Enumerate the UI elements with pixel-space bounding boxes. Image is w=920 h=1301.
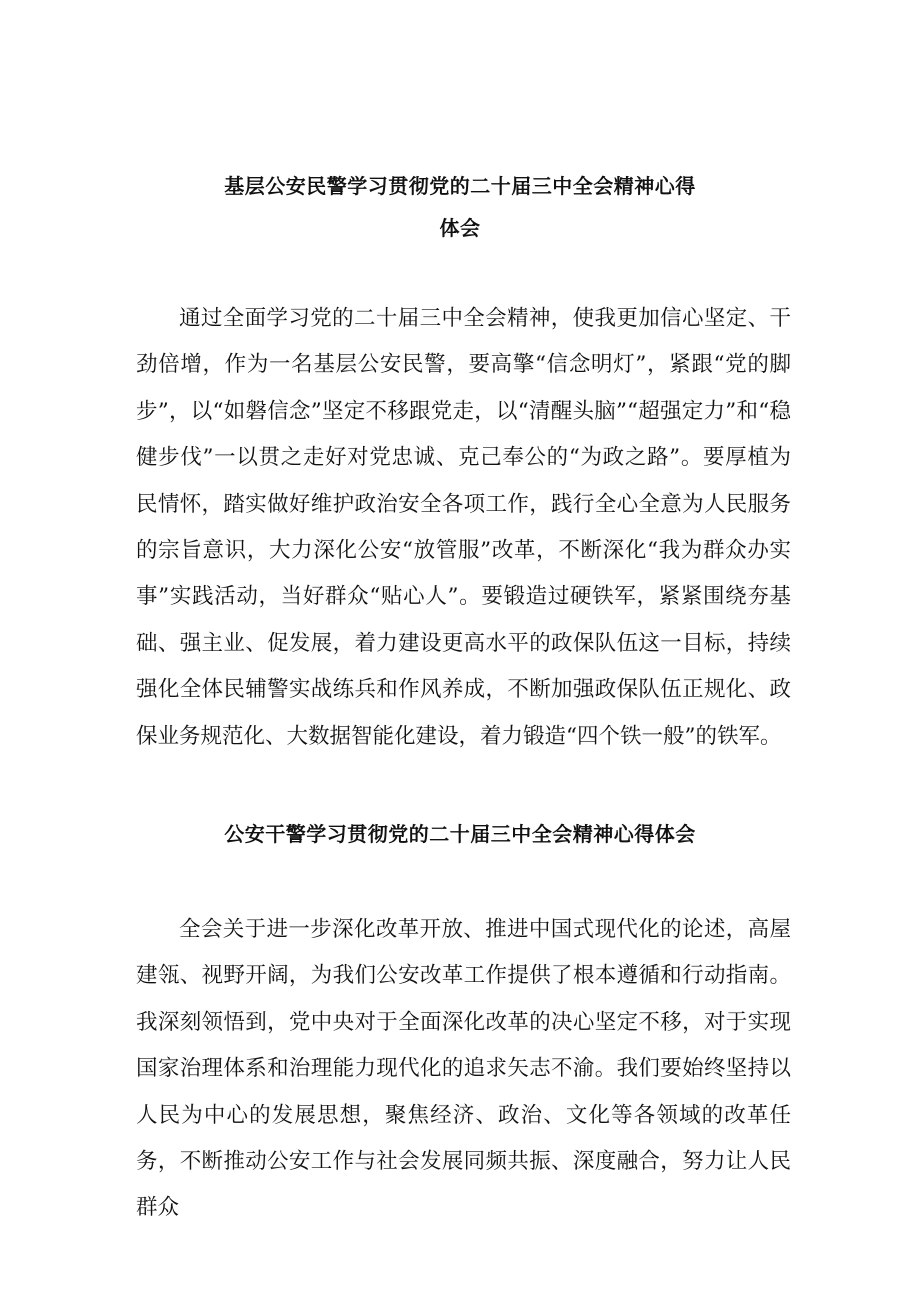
article-2-title: [0, 813, 920, 855]
article-1-title-line-2: 体会: [439, 216, 481, 240]
article-1-paragraph: 通过全面学习党的二十届三中全会精神，使我更加信心坚定、干劲倍增，作为一名基层公安民警，要高擎“信念明灯”，紧跟“党的脚步”，以“如磐信念”坚定不移跟党走，以“清醒头脑”“超强定力”和“稳健步伐”一以贯之走好对党忠诚、克己奉公的“为政之路”。要厚植为民情怀，踏实做好维护政治安全各项工作，践行全心全意为人民服务的宗旨意识，大力深化公安“放管服”改革，不断深化“我为群众办实事”实践活动，当好群众“贴心人”。要锻造过硬铁军，紧紧围绕夯基础、强主业、促发展，着力建设更高水平的政保队伍这一目标，持续强化全体民辅警实战练兵和作风养成，不断加强政保队伍正规化、政保业务规范化、大数据智能化建设，着力锻造“四个铁一般”的铁军。: [136, 306, 791, 749]
article-2-paragraph: 全会关于进一步深化改革开放、推进中国式现代化的论述，高屋建瓴、视野开阔，为我们公安改革工作提供了根本遵循和行动指南。我深刻领悟到，党中央对于全面深化改革的决心坚定不移，对于实现国家治理体系和治理能力现代化的追求矢志不渝。我们要始终坚持以人民为中心的发展思想，聚焦经济、政治、文化等各领域的改革任务，不断推动公安工作与社会发展同频共振、深度融合，努力让人民群众: [136, 917, 791, 1221]
article-1-title-line-1: 基层公安民警学习贯彻党的二十届三中全会精神心得: [224, 174, 696, 198]
article-1-title: [0, 165, 920, 249]
article-2-title-line-1: 公安干警学习贯彻党的二十届三中全会精神心得体会: [224, 822, 696, 846]
